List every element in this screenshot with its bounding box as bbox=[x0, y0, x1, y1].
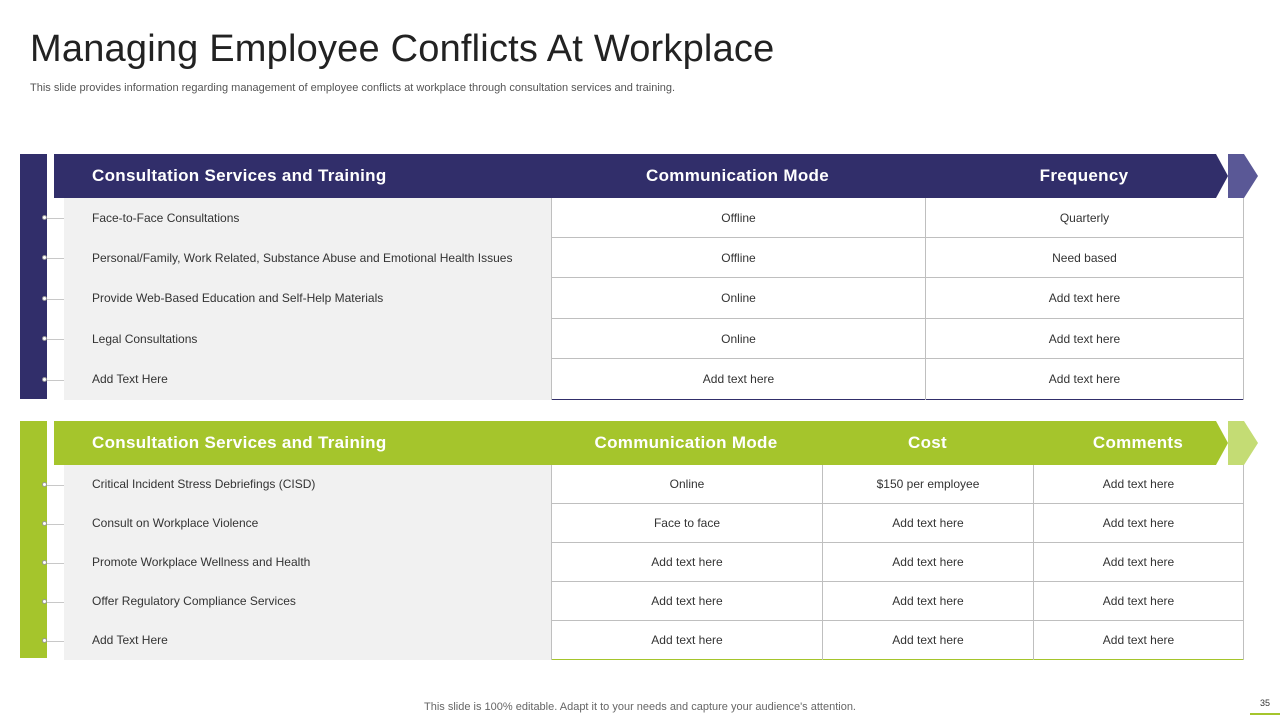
page-number: 35 bbox=[1259, 698, 1270, 708]
table1-header-chevron bbox=[1216, 154, 1228, 198]
table1-header-tab-chevron bbox=[1244, 154, 1258, 198]
table2-header-chevron bbox=[1216, 421, 1228, 465]
table-cell-frequency: Need based bbox=[925, 238, 1244, 278]
table-row bbox=[64, 319, 1244, 359]
table-cell-service: Offer Regulatory Compliance Services bbox=[64, 582, 551, 621]
table-cell-service: Legal Consultations bbox=[64, 319, 551, 359]
table-cell-frequency: Add text here bbox=[925, 319, 1244, 359]
table-cell-frequency: Quarterly bbox=[925, 198, 1244, 238]
table-cell-mode: Add text here bbox=[551, 621, 822, 660]
table-cell-service: Promote Workplace Wellness and Health bbox=[64, 543, 551, 582]
table-cell-comments: Add text here bbox=[1033, 582, 1244, 621]
table-cell-service: Personal/Family, Work Related, Substance Abuse and Emotional Health Issues bbox=[64, 238, 551, 278]
table-cell-mode: Online bbox=[551, 465, 822, 504]
table2-header-mode: Communication Mode bbox=[594, 433, 778, 452]
table-cell-cost: Add text here bbox=[822, 582, 1033, 621]
table-row bbox=[64, 621, 1244, 660]
table1-header-tab bbox=[1228, 154, 1244, 198]
table2-header-tab bbox=[1228, 421, 1244, 465]
table-cell-service: Add Text Here bbox=[64, 359, 551, 400]
table-cell-mode: Offline bbox=[551, 198, 925, 238]
table-cell-cost: Add text here bbox=[822, 504, 1033, 543]
table-cell-mode: Add text here bbox=[551, 359, 925, 400]
table2-header-tab-chevron bbox=[1244, 421, 1258, 465]
table2-side-bar bbox=[20, 421, 47, 658]
slide-title: Managing Employee Conflicts At Workplace bbox=[30, 28, 775, 70]
table-cell-mode: Face to face bbox=[551, 504, 822, 543]
table1-header-frequency: Frequency bbox=[1039, 166, 1129, 185]
table2-body bbox=[64, 465, 1244, 660]
table-row bbox=[64, 504, 1244, 543]
table-row bbox=[64, 278, 1244, 319]
table-row bbox=[64, 543, 1244, 582]
table1-header-mode: Communication Mode bbox=[646, 166, 829, 185]
table-cell-service: Add Text Here bbox=[64, 621, 551, 660]
table-cell-service: Critical Incident Stress Debriefings (CISD) bbox=[64, 465, 551, 504]
table-cell-comments: Add text here bbox=[1033, 543, 1244, 582]
table-cell-mode: Online bbox=[551, 278, 925, 319]
slide-footer-note: This slide is 100% editable. Adapt it to your needs and capture your audience's attention. bbox=[424, 701, 856, 713]
table-cell-service: Face-to-Face Consultations bbox=[64, 198, 551, 238]
table-row bbox=[64, 465, 1244, 504]
table2-header-comments: Comments bbox=[1092, 433, 1184, 452]
slide-subtitle: This slide provides information regarding management of employee conflicts at workplace through consultation services and training. bbox=[30, 82, 676, 94]
table2-header bbox=[54, 421, 1216, 465]
table-cell-frequency: Add text here bbox=[925, 359, 1244, 400]
table-cell-frequency: Add text here bbox=[925, 278, 1244, 319]
table-row bbox=[64, 359, 1244, 400]
table-cell-comments: Add text here bbox=[1033, 621, 1244, 660]
table-cell-cost: Add text here bbox=[822, 543, 1033, 582]
table-cell-mode: Add text here bbox=[551, 543, 822, 582]
table-row bbox=[64, 198, 1244, 238]
table1-header bbox=[54, 154, 1216, 198]
table-cell-service: Provide Web-Based Education and Self-Help Materials bbox=[64, 278, 551, 319]
table1-body bbox=[64, 198, 1244, 400]
table-row bbox=[64, 582, 1244, 621]
table1-side-bar bbox=[20, 154, 47, 399]
table-cell-mode: Online bbox=[551, 319, 925, 359]
table1-header-services: Consultation Services and Training bbox=[92, 166, 387, 185]
table-cell-cost: Add text here bbox=[822, 621, 1033, 660]
table-cell-mode: Add text here bbox=[551, 582, 822, 621]
table-cell-comments: Add text here bbox=[1033, 504, 1244, 543]
table2-header-cost: Cost bbox=[908, 433, 947, 452]
table-cell-service: Consult on Workplace Violence bbox=[64, 504, 551, 543]
table-cell-comments: Add text here bbox=[1033, 465, 1244, 504]
page-number-underline bbox=[1250, 713, 1280, 715]
table2-header-services: Consultation Services and Training bbox=[92, 433, 387, 452]
table-cell-cost: $150 per employee bbox=[822, 465, 1033, 504]
table-row bbox=[64, 238, 1244, 278]
table-cell-mode: Offline bbox=[551, 238, 925, 278]
